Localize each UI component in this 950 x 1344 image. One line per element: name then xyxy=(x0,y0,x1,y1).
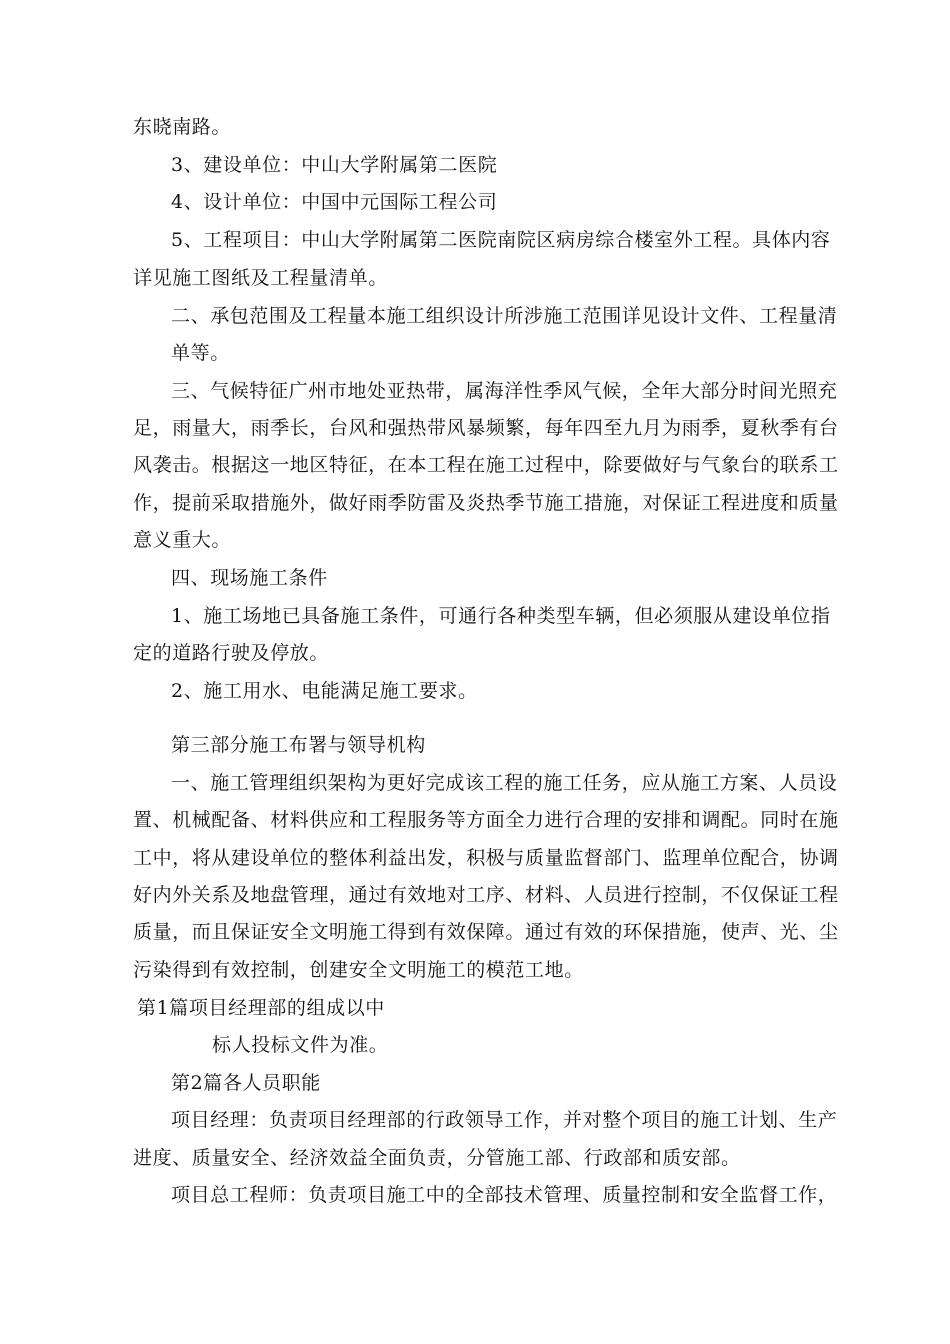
section-heading: 四、现场施工条件 xyxy=(171,567,328,589)
text-line: 3、建设单位：中山大学附属第二医院 xyxy=(171,154,498,176)
text-line: 进度、质量安全、经济效益全面负责，分管施工部、行政部和质安部。 xyxy=(133,1147,741,1169)
text-line: 单等。 xyxy=(171,342,230,364)
text-line: 2、施工用水、电能满足施工要求。 xyxy=(171,680,478,702)
chapter-heading: 第1篇项目经理部的组成以中 xyxy=(137,997,385,1019)
part-heading: 第三部分施工布署与领导机构 xyxy=(171,734,426,756)
text-line: 标人投标文件为准。 xyxy=(212,1034,389,1056)
text-line: 工中，将从建设单位的整体利益出发，积极与质量监督部门、监理单位配合，协调 xyxy=(133,847,839,869)
text-line: 二、承包范围及工程量本施工组织设计所涉施工范围详见设计文件、工程量清 xyxy=(171,305,838,327)
text-line: 定的道路行驶及停放。 xyxy=(133,642,330,664)
text-line: 污染得到有效控制，创建安全文明施工的模范工地。 xyxy=(133,959,584,981)
text-line: 意义重大。 xyxy=(133,529,232,551)
text-line: 项目总工程师：负责项目施工中的全部技术管理、质量控制和安全监督工作， xyxy=(171,1184,838,1206)
text-line: 东晓南路。 xyxy=(133,116,232,138)
chapter-heading: 第2篇各人员职能 xyxy=(171,1072,321,1094)
text-line: 作，提前采取措施外，做好雨季防雷及炎热季节施工措施，对保证工程进度和质量 xyxy=(133,492,839,514)
text-line: 足，雨量大，雨季长，台风和强热带风暴频繁，每年四至九月为雨季，夏秋季有台 xyxy=(133,417,839,439)
text-line: 三、气候特征广州市地处亚热带，属海洋性季风气候，全年大部分时间光照充 xyxy=(171,380,838,402)
text-line: 4、设计单位：中国中元国际工程公司 xyxy=(171,191,498,213)
text-line: 风袭击。根据这一地区特征，在本工程在施工过程中，除要做好与气象台的联系工 xyxy=(133,454,839,476)
text-line: 详见施工图纸及工程量清单。 xyxy=(133,267,388,289)
text-line: 一、施工管理组织架构为更好完成该工程的施工任务，应从施工方案、人员设 xyxy=(171,772,838,794)
text-line: 好内外关系及地盘管理，通过有效地对工序、材料、人员进行控制，不仅保证工程 xyxy=(133,884,839,906)
text-line: 5、工程项目：中山大学附属第二医院南院区病房综合楼室外工程。具体内容 xyxy=(171,229,831,251)
text-line: 置、机械配备、材料供应和工程服务等方面全力进行合理的安排和调配。同时在施 xyxy=(133,809,839,831)
text-line: 质量，而且保证安全文明施工得到有效保障。通过有效的环保措施，使声、光、尘 xyxy=(133,921,839,943)
text-line: 1、施工场地已具备施工条件，可通行各种类型车辆，但必须服从建设单位指 xyxy=(171,605,831,627)
text-line: 项目经理：负责项目经理部的行政领导工作，并对整个项目的施工计划、生产 xyxy=(171,1109,838,1131)
